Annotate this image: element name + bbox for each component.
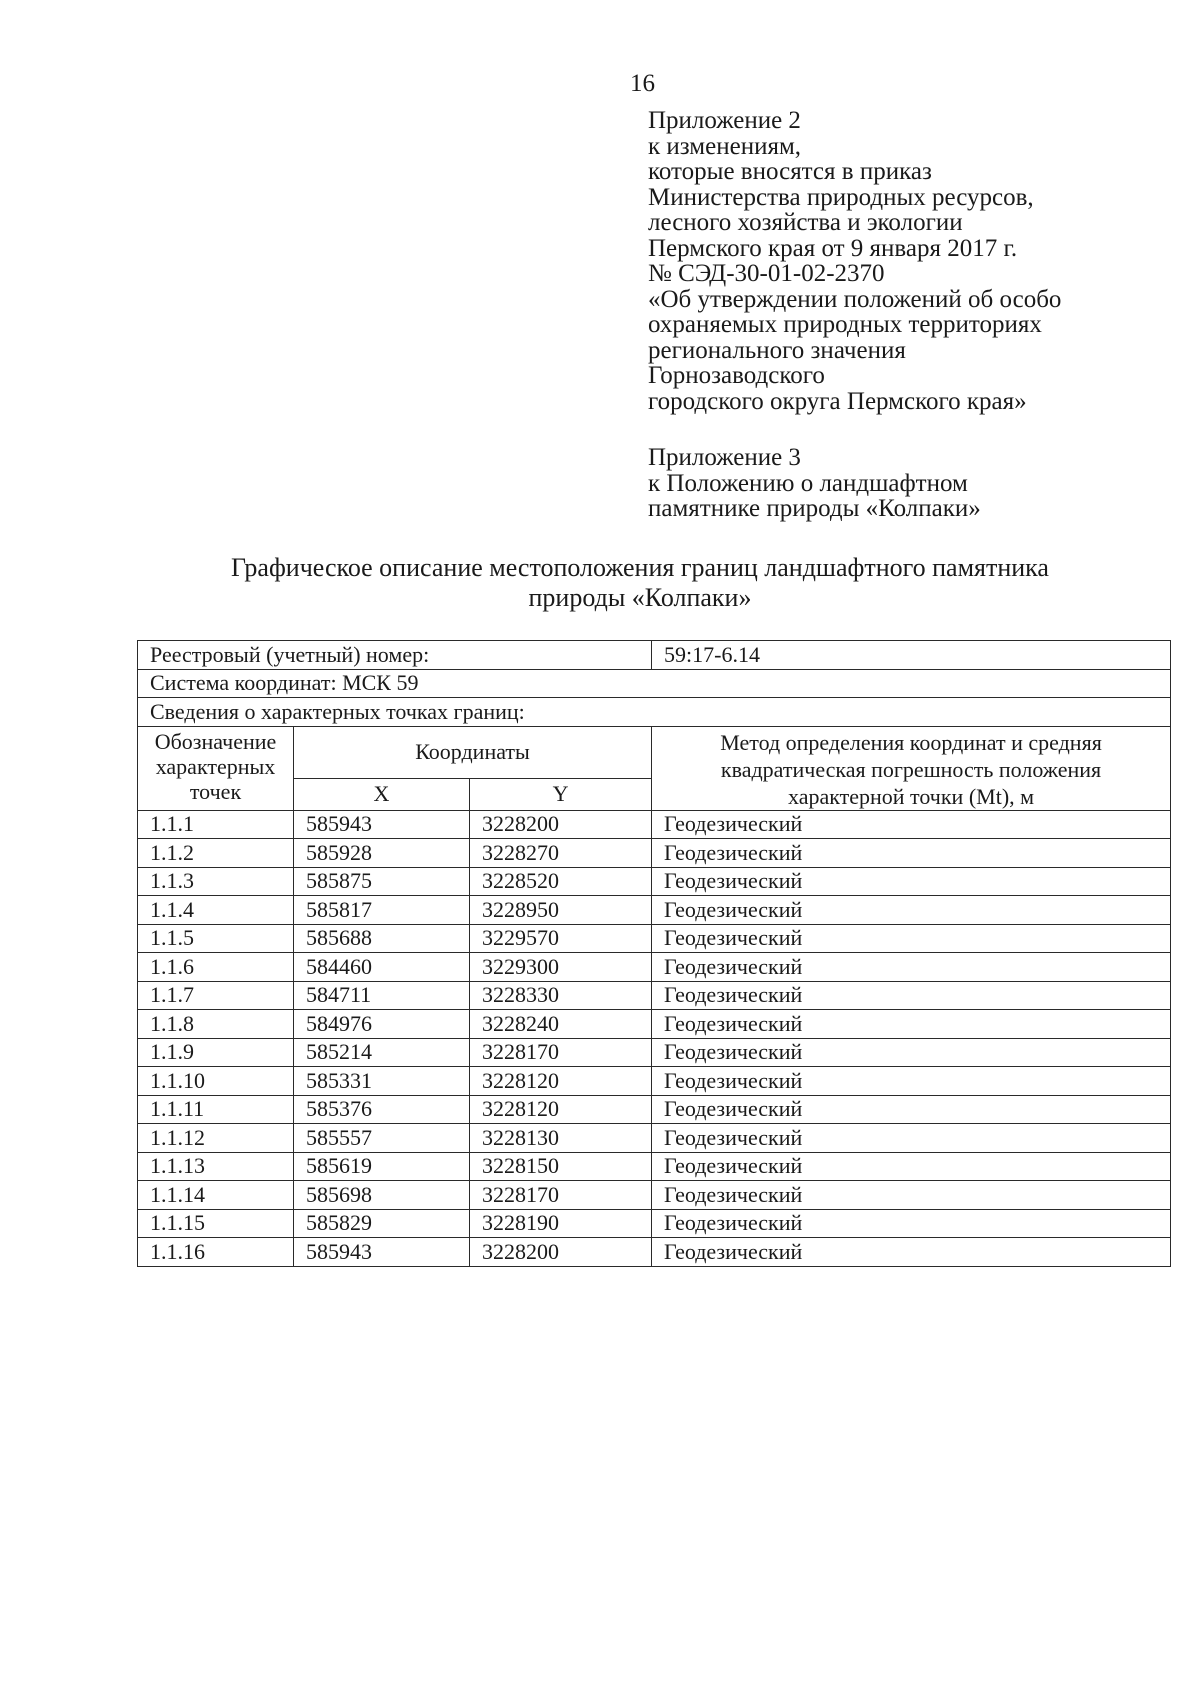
point-id: 1.1.6 — [138, 953, 294, 982]
document-title — [100, 553, 1180, 613]
y-value: 3228950 — [470, 896, 652, 925]
point-id: 1.1.16 — [138, 1238, 294, 1267]
table-row — [138, 924, 1171, 953]
appendix-2-line: охраняемых природных территориях — [648, 311, 1042, 338]
point-id: 1.1.14 — [138, 1181, 294, 1210]
y-value: 3229570 — [470, 924, 652, 953]
appendix-2-line: которые вносятся в приказ — [648, 158, 932, 185]
appendix-2-line: Министерства природных ресурсов, — [648, 183, 1034, 211]
appendix-2-line: Приложение 2 — [648, 107, 801, 134]
appendix-2-line: Пермского края от 9 января 2017 г. — [648, 234, 1018, 262]
table-row — [138, 1124, 1171, 1153]
designation-header-line: Обозначение — [154, 728, 277, 754]
coord-system-row — [138, 669, 1171, 698]
table-row — [138, 810, 1171, 839]
y-value: 3228130 — [470, 1124, 652, 1153]
point-id: 1.1.3 — [138, 867, 294, 896]
x-value: 585817 — [294, 896, 470, 925]
x-value: 584711 — [294, 981, 470, 1010]
method-value: Геодезический — [652, 1095, 1171, 1124]
x-value: 585928 — [294, 839, 470, 868]
method-value: Геодезический — [652, 924, 1171, 953]
y-value: 3228190 — [470, 1209, 652, 1238]
header-row — [138, 726, 1171, 779]
y-value: 3228200 — [470, 1238, 652, 1267]
method-value: Геодезический — [652, 867, 1171, 896]
method-value: Геодезический — [652, 1067, 1171, 1096]
method-value: Геодезический — [652, 810, 1171, 839]
points-info: Сведения о характерных точках границ: — [138, 698, 1171, 727]
point-id: 1.1.13 — [138, 1152, 294, 1181]
method-header-line: Метод определения координат и средняя — [720, 729, 1102, 755]
registry-value: 59:17-6.14 — [652, 641, 1171, 670]
y-value: 3228240 — [470, 1010, 652, 1039]
method-value: Геодезический — [652, 1181, 1171, 1210]
y-value: 3228170 — [470, 1181, 652, 1210]
x-value: 584460 — [294, 953, 470, 982]
x-value: 585619 — [294, 1152, 470, 1181]
registry-row — [138, 641, 1171, 670]
coordinates-header: Координаты — [294, 726, 652, 779]
point-id: 1.1.8 — [138, 1010, 294, 1039]
table-row — [138, 1238, 1171, 1267]
y-header: Y — [470, 779, 652, 810]
method-value: Геодезический — [652, 1152, 1171, 1181]
page-number: 16 — [630, 70, 655, 97]
table-row — [138, 1181, 1171, 1210]
point-id: 1.1.10 — [138, 1067, 294, 1096]
method-value: Геодезический — [652, 981, 1171, 1010]
point-id: 1.1.7 — [138, 981, 294, 1010]
method-value: Геодезический — [652, 839, 1171, 868]
x-value: 585943 — [294, 1238, 470, 1267]
table-row — [138, 1067, 1171, 1096]
appendix-3-line: Приложение 3 — [648, 444, 801, 471]
y-value: 3228120 — [470, 1095, 652, 1124]
appendix-2-line: «Об утверждении положений об особо — [648, 285, 1062, 313]
method-value: Геодезический — [652, 896, 1171, 925]
table-row — [138, 1095, 1171, 1124]
boundary-points-table — [137, 640, 1171, 1267]
appendix-2-line: № СЭД-30-01-02-2370 — [648, 260, 885, 287]
designation-header — [138, 726, 294, 810]
x-value: 584976 — [294, 1010, 470, 1039]
table-row — [138, 896, 1171, 925]
appendix-2-heading — [648, 108, 1061, 414]
table-row — [138, 867, 1171, 896]
document-title-line-1: Графическое описание местоположения границ ландшафтного памятника — [231, 553, 1049, 582]
appendix-2-line: лесного хозяйства и экологии — [648, 209, 963, 236]
y-value: 3228120 — [470, 1067, 652, 1096]
table-row — [138, 1152, 1171, 1181]
x-value: 585698 — [294, 1181, 470, 1210]
points-info-row — [138, 698, 1171, 727]
y-value: 3228520 — [470, 867, 652, 896]
appendix-2-line: Горнозаводского — [648, 362, 825, 389]
registry-label: Реестровый (учетный) номер: — [138, 641, 652, 670]
x-value: 585688 — [294, 924, 470, 953]
method-value: Геодезический — [652, 1124, 1171, 1153]
method-value: Геодезический — [652, 953, 1171, 982]
y-value: 3228270 — [470, 839, 652, 868]
y-value: 3229300 — [470, 953, 652, 982]
table-row — [138, 1010, 1171, 1039]
x-value: 585875 — [294, 867, 470, 896]
table-row — [138, 981, 1171, 1010]
x-value: 585557 — [294, 1124, 470, 1153]
x-value: 585829 — [294, 1209, 470, 1238]
x-value: 585214 — [294, 1038, 470, 1067]
point-id: 1.1.1 — [138, 810, 294, 839]
table-row — [138, 839, 1171, 868]
method-value: Геодезический — [652, 1238, 1171, 1267]
point-id: 1.1.9 — [138, 1038, 294, 1067]
appendix-2-line: городского округа Пермского края» — [648, 387, 1027, 415]
table-row — [138, 1038, 1171, 1067]
point-id: 1.1.5 — [138, 924, 294, 953]
appendix-3-line: памятнике природы «Колпаки» — [648, 495, 981, 522]
x-value: 585943 — [294, 810, 470, 839]
x-value: 585331 — [294, 1067, 470, 1096]
point-id: 1.1.11 — [138, 1095, 294, 1124]
method-value: Геодезический — [652, 1010, 1171, 1039]
designation-header-line: характерных — [155, 753, 276, 779]
y-value: 3228200 — [470, 810, 652, 839]
document-title-line-2: природы «Колпаки» — [528, 583, 752, 612]
point-id: 1.1.15 — [138, 1209, 294, 1238]
y-value: 3228150 — [470, 1152, 652, 1181]
appendix-2-line: регионального значения — [648, 336, 906, 364]
point-id: 1.1.2 — [138, 839, 294, 868]
method-header — [652, 726, 1171, 810]
method-value: Геодезический — [652, 1209, 1171, 1238]
y-value: 3228330 — [470, 981, 652, 1010]
coord-system: Система координат: МСК 59 — [138, 669, 1171, 698]
x-value: 585376 — [294, 1095, 470, 1124]
appendix-2-line: к изменениям, — [648, 132, 802, 160]
appendix-3-heading — [648, 445, 981, 522]
table-row — [138, 1209, 1171, 1238]
method-header-line: квадратическая погрешность положения — [720, 756, 1102, 782]
table-row — [138, 953, 1171, 982]
y-value: 3228170 — [470, 1038, 652, 1067]
designation-header-line: точек — [189, 778, 242, 804]
point-id: 1.1.12 — [138, 1124, 294, 1153]
point-id: 1.1.4 — [138, 896, 294, 925]
appendix-3-line: к Положению о ландшафтном — [648, 469, 968, 497]
method-value: Геодезический — [652, 1038, 1171, 1067]
method-header-line: характерной точки (Mt), м — [787, 783, 1035, 809]
x-header: X — [294, 779, 470, 810]
